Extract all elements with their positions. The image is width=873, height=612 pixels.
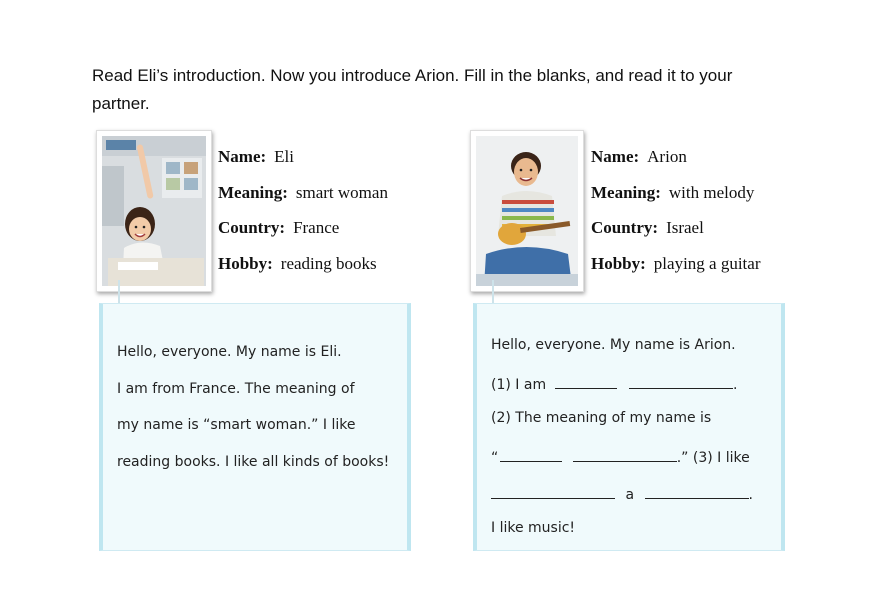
profile-value: Arion xyxy=(647,147,687,166)
profile-row xyxy=(218,218,388,254)
profile-label: Name: xyxy=(218,147,267,166)
blank-field[interactable] xyxy=(629,374,733,389)
card-text: (1) I am xyxy=(491,377,547,393)
card-line: reading books. I like all kinds of books! xyxy=(117,454,390,470)
profile-row xyxy=(218,147,388,183)
card-line-blanks-2 xyxy=(491,447,750,466)
profile-label: Name: xyxy=(591,147,640,166)
card-text: .” (3) I like xyxy=(676,450,750,466)
profile-value: reading books xyxy=(280,253,377,273)
card-line: my name is “smart woman.” I like xyxy=(117,417,356,433)
profile-value: Israel xyxy=(666,218,704,237)
profile-row xyxy=(218,183,388,219)
profile-value: with melody xyxy=(668,182,755,202)
profile-value: playing a guitar xyxy=(653,253,761,273)
arion-profile xyxy=(591,147,761,289)
card-line: I like music! xyxy=(491,520,576,536)
arion-photo xyxy=(470,130,584,292)
profile-row xyxy=(591,218,761,254)
card-text: “ xyxy=(491,450,499,466)
blank-field[interactable] xyxy=(491,484,615,499)
profile-value: France xyxy=(293,218,340,237)
card-line: (2) The meaning of my name is xyxy=(491,410,712,426)
eli-profile xyxy=(218,147,388,289)
profile-label: Country: xyxy=(591,218,659,237)
arion-intro-card xyxy=(473,303,785,551)
blank-field[interactable] xyxy=(645,484,749,499)
profile-row xyxy=(218,254,388,290)
card-text: . xyxy=(748,487,753,503)
classroom-girl-image xyxy=(102,136,206,286)
profile-value: smart woman xyxy=(295,182,388,202)
profile-label: Country: xyxy=(218,218,286,237)
instruction-text: Read Eli’s introduction. Now you introduce Arion. Fill in the blanks, and read it to your partner. xyxy=(92,66,733,113)
profile-row xyxy=(591,147,761,183)
card-line-blanks-3 xyxy=(491,484,753,503)
eli-intro-card xyxy=(99,303,411,551)
profile-value: Eli xyxy=(274,147,294,166)
boy-guitar-image xyxy=(476,136,578,286)
card-line-blanks-1 xyxy=(491,374,737,393)
card-line: Hello, everyone. My name is Eli. xyxy=(117,344,342,360)
profile-row xyxy=(591,183,761,219)
eli-photo xyxy=(96,130,212,292)
profile-label: Meaning: xyxy=(218,182,288,202)
blank-field[interactable] xyxy=(555,374,617,389)
profile-label: Meaning: xyxy=(591,182,661,202)
profile-label: Hobby: xyxy=(591,253,646,273)
profile-row xyxy=(591,254,761,290)
card-line: Hello, everyone. My name is Arion. xyxy=(491,337,736,353)
card-text: a xyxy=(625,487,635,503)
card-text: . xyxy=(732,377,738,393)
blank-field[interactable] xyxy=(573,447,677,462)
card-line: I am from France. The meaning of xyxy=(117,381,355,397)
profile-label: Hobby: xyxy=(218,253,273,273)
blank-field[interactable] xyxy=(500,447,562,462)
